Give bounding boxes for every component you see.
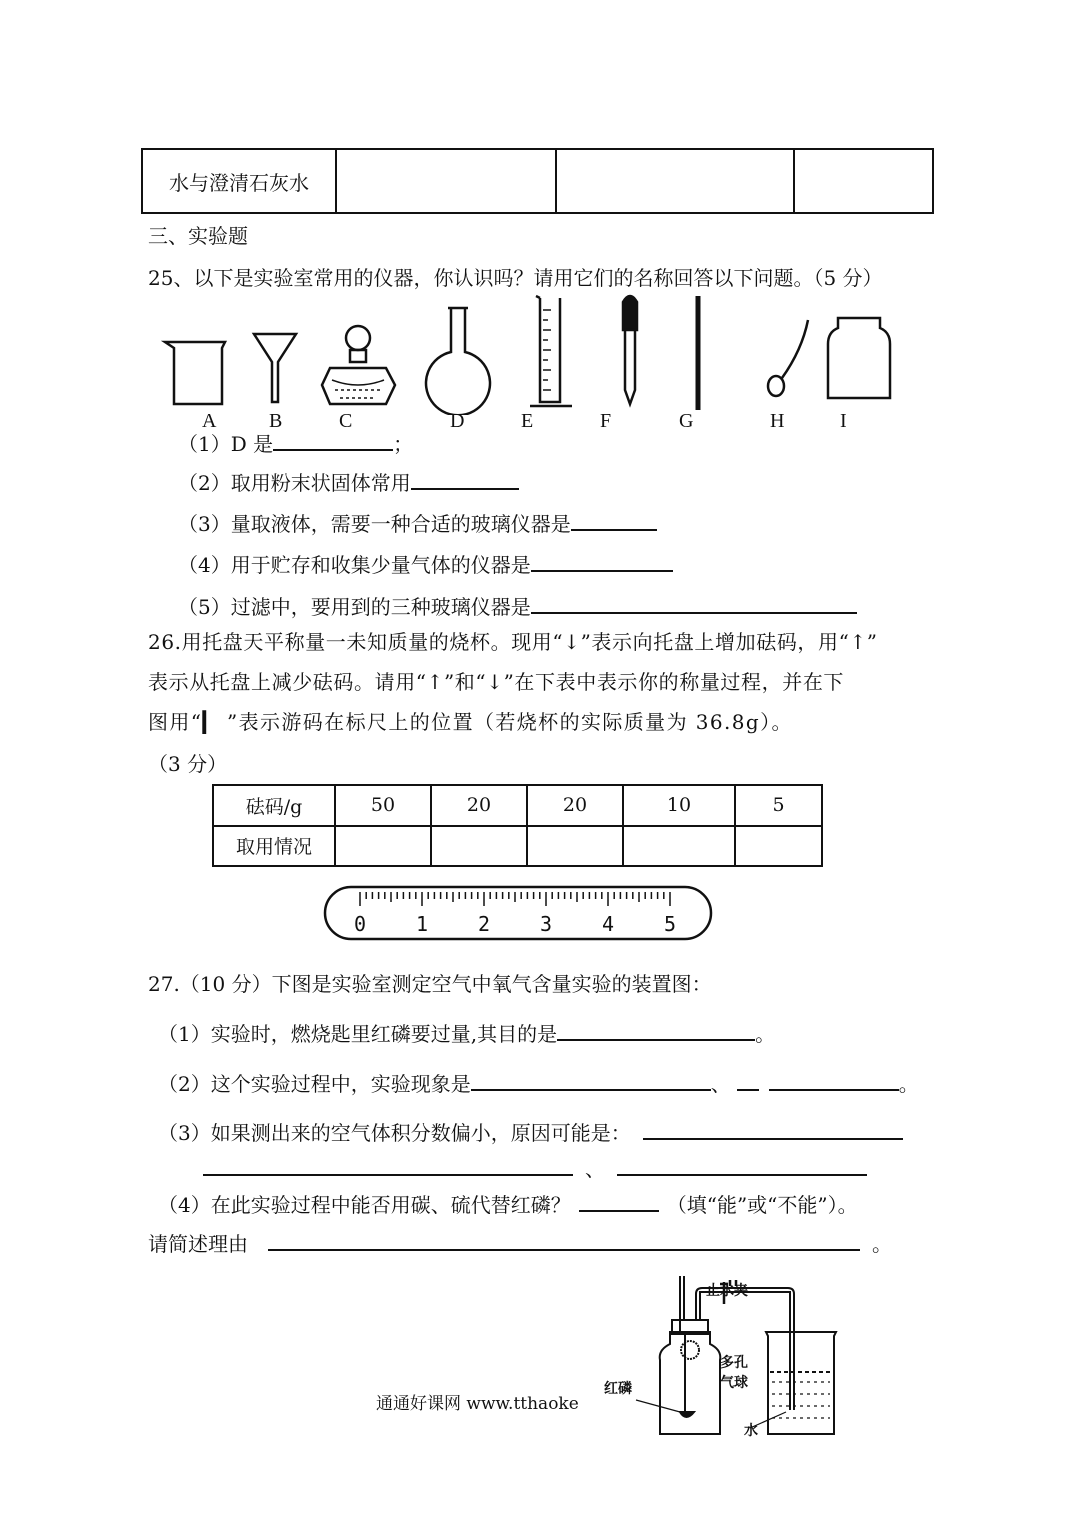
- ruler-number: 2: [478, 912, 491, 936]
- q27-title: 27.（10 分）下图是实验室测定空气中氧气含量实验的装置图：: [148, 972, 712, 996]
- graduated-cylinder-icon: [530, 296, 572, 406]
- q26-line-2: 表示从托盘上减少砝码。请用“↑”和“↓”在下表中表示你的称量过程，并在下: [148, 670, 845, 694]
- funnel-icon: [254, 334, 296, 402]
- answer-blank[interactable]: [411, 466, 519, 490]
- answer-blank[interactable]: [737, 1067, 759, 1091]
- label-g: G: [679, 410, 694, 432]
- q25-part-5: （5）过滤中，要用到的三种玻璃仪器是: [178, 590, 857, 621]
- top-table-label: 水与澄清石灰水: [142, 149, 336, 213]
- answer-blank[interactable]: [579, 1188, 659, 1212]
- ruler-number: 1: [416, 912, 429, 936]
- gas-jar-icon: [828, 318, 890, 398]
- label-f: F: [600, 410, 612, 432]
- q25-part-3: （3）量取液体，需要一种合适的玻璃仪器是: [178, 507, 657, 538]
- ruler-number: 5: [664, 912, 677, 936]
- top-table-cell: [794, 149, 933, 213]
- q26-line-1: 26.用托盘天平称量一未知质量的烧杯。现用“↓”表示向托盘上增加砝码，用“↑”: [148, 630, 878, 654]
- weight-value: 20: [527, 785, 623, 826]
- label-d: D: [450, 410, 465, 432]
- beaker-icon: [766, 1332, 836, 1434]
- balloon-label-1: 多孔: [720, 1355, 748, 1371]
- answer-blank[interactable]: [273, 427, 393, 451]
- q26-line-4: （3 分）: [148, 752, 228, 776]
- usage-cell[interactable]: [527, 826, 623, 867]
- answer-blank[interactable]: [531, 590, 857, 614]
- phosphorus-label: 红磷: [604, 1381, 632, 1397]
- section-title: 三、实验题: [148, 224, 248, 248]
- q25-part-4: （4）用于贮存和收集少量气体的仪器是: [178, 548, 673, 579]
- answer-blank[interactable]: [769, 1067, 899, 1091]
- q27-part-3: （3）如果测出来的空气体积分数偏小，原因可能是：: [158, 1116, 903, 1147]
- top-table-cell: [556, 149, 794, 213]
- q26-line-3: 图用“▎ ”表示游码在标尺上的位置（若烧杯的实际质量为 36.8g）。: [148, 710, 793, 734]
- answer-blank[interactable]: [203, 1152, 573, 1176]
- weight-value: 20: [431, 785, 527, 826]
- clamp-label: 止水夹: [706, 1283, 748, 1299]
- label-a: A: [202, 410, 217, 432]
- weight-value: 5: [735, 785, 822, 826]
- usage-label: 取用情况: [213, 826, 335, 867]
- usage-cell[interactable]: [431, 826, 527, 867]
- label-b: B: [269, 410, 283, 432]
- label-i: I: [840, 410, 847, 432]
- q27-part-4b: 请简述理由 。: [148, 1227, 892, 1258]
- balloon-label-2: 气球: [720, 1375, 748, 1391]
- q27-part-4: （4）在此实验过程中能否用碳、硫代替红磷？ （填“能”或“不能”）。: [158, 1188, 858, 1219]
- balloon-icon: [681, 1341, 699, 1359]
- top-table: [141, 148, 934, 214]
- weights-header-label: 砝码/g: [213, 785, 335, 826]
- ruler-number: 0: [354, 912, 367, 936]
- label-e: E: [521, 410, 534, 432]
- answer-blank[interactable]: [643, 1116, 903, 1140]
- top-table-cell: [336, 149, 556, 213]
- instruments-figure: [150, 290, 910, 415]
- water-label: 水: [744, 1423, 758, 1439]
- ruler-number: 4: [602, 912, 615, 936]
- q25-part-2: （2）取用粉末状固体常用: [178, 466, 519, 497]
- spoon-icon: [768, 320, 808, 396]
- usage-cell[interactable]: [623, 826, 735, 867]
- dropper-icon: [623, 296, 637, 404]
- q27-part-2: （2）这个实验过程中，实验现象是 、 。: [158, 1067, 919, 1098]
- flask-icon: [426, 308, 490, 415]
- phosphorus-icon: [680, 1412, 694, 1417]
- weight-value: 50: [335, 785, 431, 826]
- bottle-icon: [660, 1332, 721, 1434]
- answer-blank[interactable]: [531, 548, 673, 572]
- alcohol-lamp-icon: [322, 326, 395, 404]
- usage-cell[interactable]: [735, 826, 822, 867]
- q25-title: 25、以下是实验室常用的仪器，你认识吗？请用它们的名称回答以下问题。（5 分）: [148, 266, 883, 290]
- beaker-icon: [165, 342, 225, 404]
- answer-blank[interactable]: [268, 1227, 860, 1251]
- answer-blank[interactable]: [617, 1152, 867, 1176]
- ruler-number: 3: [540, 912, 553, 936]
- ruler-scale[interactable]: [322, 884, 714, 942]
- label-h: H: [770, 410, 785, 432]
- label-c: C: [339, 410, 353, 432]
- answer-blank[interactable]: [557, 1017, 755, 1041]
- weight-value: 10: [623, 785, 735, 826]
- q27-part-3b: 、: [203, 1152, 867, 1183]
- footer-text: 通通好课网 www.tthaoke: [376, 1394, 579, 1414]
- q27-part-1: （1）实验时，燃烧匙里红磷要过量,其目的是 。: [158, 1017, 775, 1048]
- usage-cell[interactable]: [335, 826, 431, 867]
- answer-blank[interactable]: [571, 507, 657, 531]
- answer-blank[interactable]: [471, 1067, 711, 1091]
- weights-table: [212, 784, 823, 867]
- q25-part-1: （1）D 是 ；: [178, 427, 413, 458]
